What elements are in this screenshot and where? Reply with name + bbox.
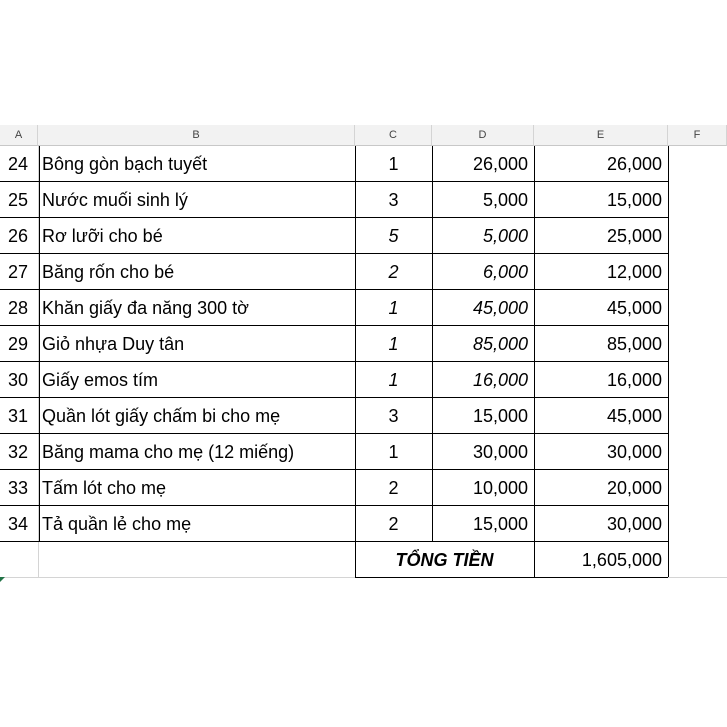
column-header-e[interactable]: E [534,125,668,146]
item-name-cell[interactable]: Giỏ nhựa Duy tân [42,333,185,354]
line-total-cell[interactable]: 15,000 [606,189,662,210]
line-total-cell[interactable]: 45,000 [606,405,662,426]
row-number-cell[interactable]: 31 [8,405,29,426]
unit-price-cell[interactable]: 6,000 [482,261,528,282]
quantity-cell[interactable]: 1 [388,333,399,354]
item-name-cell[interactable]: Rơ lưỡi cho bé [42,225,163,246]
unit-price-cell[interactable]: 5,000 [482,189,528,210]
quantity-cell[interactable]: 2 [388,513,399,534]
quantity-cell[interactable]: 1 [388,153,399,174]
grand-total-label[interactable]: TỔNG TIỀN [395,549,494,570]
quantity-cell[interactable]: 1 [388,441,399,462]
row-number-cell[interactable]: 25 [8,189,29,210]
row-number-cell[interactable]: 29 [8,333,29,354]
row-number-cell[interactable]: 32 [8,441,29,462]
row-number-cell[interactable]: 26 [8,225,29,246]
item-name-cell[interactable]: Nước muối sinh lý [42,189,188,210]
quantity-cell[interactable]: 5 [388,225,399,246]
row-number-cell[interactable]: 24 [8,153,29,174]
line-total-cell[interactable]: 25,000 [606,225,662,246]
row-number-cell[interactable]: 27 [8,261,29,282]
line-total-cell[interactable]: 45,000 [606,297,662,318]
item-name-cell[interactable]: Tấm lót cho mẹ [42,477,167,498]
column-header-c[interactable]: C [355,125,432,146]
row-number-cell[interactable]: 30 [8,369,29,390]
unit-price-cell[interactable]: 5,000 [482,225,528,246]
column-header-b[interactable]: B [38,125,355,146]
unit-price-cell[interactable]: 30,000 [472,441,528,462]
unit-price-cell[interactable]: 16,000 [472,369,528,390]
unit-price-cell[interactable]: 85,000 [472,333,528,354]
unit-price-cell[interactable]: 45,000 [472,297,528,318]
gridline-bottom [0,577,355,578]
item-name-cell[interactable]: Băng rốn cho bé [42,261,175,282]
gridline-bottom-right [668,577,727,578]
line-total-cell[interactable]: 20,000 [606,477,662,498]
item-name-cell[interactable]: Quần lót giấy chấm bi cho mẹ [42,405,281,426]
column-header-f[interactable]: F [668,125,727,146]
quantity-cell[interactable]: 2 [388,477,399,498]
quantity-cell[interactable]: 3 [388,189,399,210]
unit-price-cell[interactable]: 15,000 [472,405,528,426]
row-number-cell[interactable]: 28 [8,297,29,318]
unit-price-cell[interactable]: 26,000 [472,153,528,174]
row-number-cell[interactable]: 33 [8,477,29,498]
item-name-cell[interactable]: Tả quần lẻ cho mẹ [42,513,192,534]
border-e-f [668,146,669,578]
spreadsheet [0,125,727,580]
line-total-cell[interactable]: 85,000 [606,333,662,354]
line-total-cell[interactable]: 30,000 [606,441,662,462]
unit-price-cell[interactable]: 10,000 [472,477,528,498]
fill-handle-icon [0,577,5,582]
item-name-cell[interactable]: Bông gòn bạch tuyết [42,153,208,174]
grand-total-value[interactable]: 1,605,000 [581,549,662,570]
column-header-a[interactable]: A [0,125,38,146]
quantity-cell[interactable]: 2 [388,261,399,282]
quantity-cell[interactable]: 1 [388,297,399,318]
line-total-cell[interactable]: 30,000 [606,513,662,534]
line-total-cell[interactable]: 16,000 [606,369,662,390]
unit-price-cell[interactable]: 15,000 [472,513,528,534]
quantity-cell[interactable]: 1 [388,369,399,390]
item-name-cell[interactable]: Khăn giấy đa năng 300 tờ [42,297,249,318]
line-total-cell[interactable]: 12,000 [606,261,662,282]
item-name-cell[interactable]: Băng mama cho mẹ (12 miếng) [42,441,295,462]
quantity-cell[interactable]: 3 [388,405,399,426]
row-number-cell[interactable]: 34 [8,513,29,534]
line-total-cell[interactable]: 26,000 [606,153,662,174]
item-name-cell[interactable]: Giấy emos tím [42,369,159,390]
column-header-d[interactable]: D [432,125,534,146]
